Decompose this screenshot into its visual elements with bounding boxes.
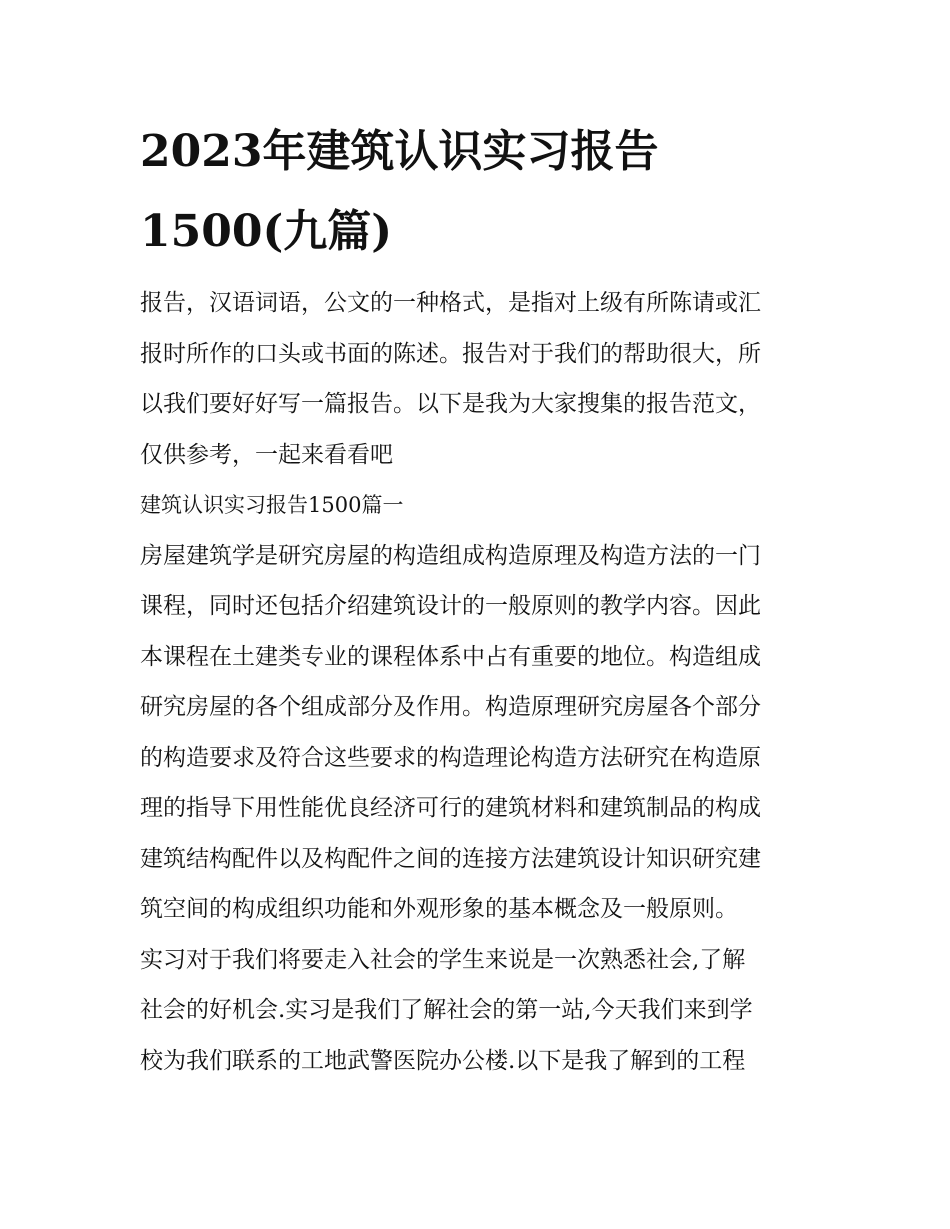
text-line: 社会的好机会.实习是我们了解社会的第一站,今天我们来到学 — [140, 997, 753, 1023]
document-title — [140, 112, 820, 272]
title-line: 2023年建筑认识实习报告 — [140, 126, 659, 177]
text-line: 筑空间的构成组织功能和外观形象的基本概念及一般原则。 — [140, 896, 738, 922]
text-line: 理的指导下用性能优良经济可行的建筑材料和建筑制品的构成 — [140, 795, 761, 821]
body-paragraph-1 — [140, 531, 820, 935]
text-line: 的构造要求及符合这些要求的构造理论构造方法研究在构造原 — [140, 744, 761, 771]
intro-paragraph — [140, 278, 820, 480]
section-heading: 建筑认识实习报告1500篇一 — [140, 493, 404, 517]
text-line: 以我们要好好写一篇报告。以下是我为大家搜集的报告范文， — [140, 391, 761, 417]
document-page — [140, 112, 820, 1086]
text-line: 实习对于我们将要走入社会的学生来说是一次熟悉社会,了解 — [140, 946, 746, 973]
text-line: 研究房屋的各个组成部分及作用。构造原理研究房屋各个部分 — [140, 694, 761, 720]
text-line: 仅供参考，一起来看看吧 — [140, 441, 393, 468]
text-line: 课程，同时还包括介绍建筑设计的一般原则的教学内容。因此 — [140, 593, 761, 619]
text-line: 校为我们联系的工地武警医院办公楼.以下是我了解到的工程 — [140, 1047, 746, 1074]
body-paragraph-2 — [140, 935, 820, 1087]
text-line: 报告，汉语词语，公文的一种格式，是指对上级有所陈请或汇 — [140, 290, 761, 316]
title-line: 1500(九篇) — [140, 206, 393, 257]
text-line: 房屋建筑学是研究房屋的构造组成构造原理及构造方法的一门 — [140, 542, 761, 569]
text-line: 报时所作的口头或书面的陈述。报告对于我们的帮助很大，所 — [140, 340, 761, 367]
text-line: 建筑结构配件以及构配件之间的连接方法建筑设计知识研究建 — [140, 845, 761, 872]
text-line: 本课程在土建类专业的课程体系中占有重要的地位。构造组成 — [140, 643, 761, 670]
